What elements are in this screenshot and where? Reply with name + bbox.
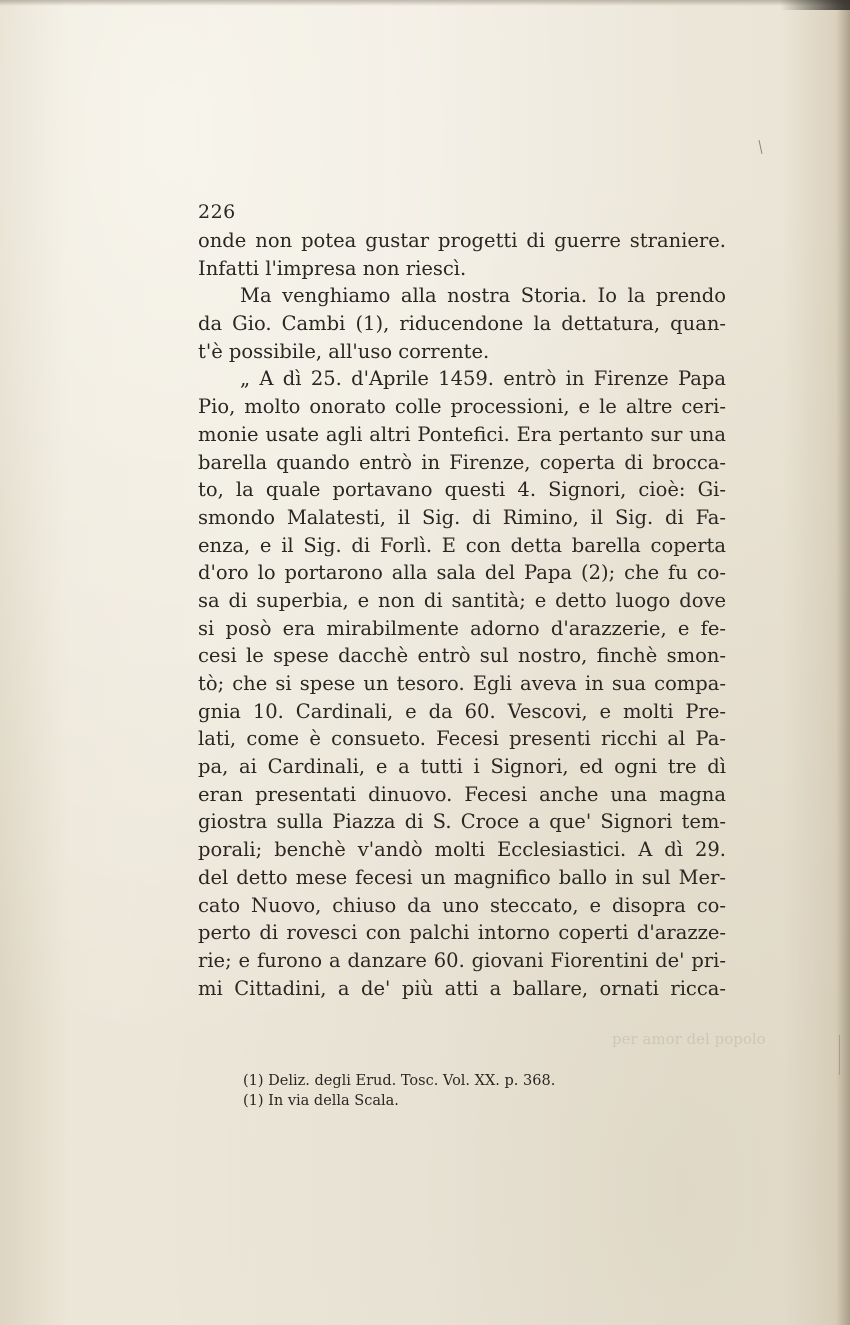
- text-line: gnia 10. Cardinali, e da 60. Vescovi, e molti Pre-: [198, 699, 726, 723]
- text-line: mi Cittadini, a de' più atti a ballare, ornati ricca-: [198, 976, 726, 1000]
- text-line: monie usate agli altri Pontefici. Era pertanto sur una: [198, 422, 726, 446]
- text-line: sa di superbia, e non di santità; e detto luogo dove: [198, 588, 726, 612]
- text-line: eran presentati dinuovo. Fecesi anche una magna: [198, 782, 726, 806]
- text-line: cesi le spese dacchè entrò sul nostro, finchè smon-: [198, 644, 726, 668]
- text-line: to, la quale portavano questi 4. Signori, cioè: Gi-: [198, 478, 726, 502]
- margin-mark: [759, 140, 763, 154]
- text-line: giostra sulla Piazza di S. Croce a que' Signori tem-: [198, 810, 726, 834]
- text-line: Infatti l'impresa non riescì.: [198, 256, 467, 280]
- text-line: cato Nuovo, chiuso da uno steccato, e disopra co-: [198, 893, 726, 917]
- margin-mark: [839, 1035, 840, 1075]
- text-line: Pio, molto onorato colle processioni, e le altre ceri-: [198, 395, 726, 419]
- text-line: pa, ai Cardinali, e a tutti i Signori, ed ogni tre dì: [198, 755, 726, 779]
- text-line: smondo Malatesti, il Sig. di Rimino, il Sig. di Fa-: [198, 505, 726, 529]
- page-right-edge: [836, 0, 850, 1325]
- text-line: d'oro lo portarono alla sala del Papa (2); che fu co-: [198, 561, 726, 585]
- text-line: „ A dì 25. d'Aprile 1459. entrò in Firenze Papa: [240, 367, 726, 391]
- main-text: [198, 197, 726, 1002]
- footnote: (1) In via della Scala.: [243, 1093, 399, 1109]
- text-line: onde non potea gustar progetti di guerre straniere.: [198, 229, 726, 252]
- text-line: porali; benchè v'andò molti Ecclesiastici. A dì 29.: [198, 838, 726, 862]
- text-line: lati, come è consueto. Fecesi presenti ricchi al Pa-: [198, 727, 726, 751]
- footnote: (1) Deliz. degli Erud. Tosc. Vol. XX. p. 368.: [243, 1073, 556, 1089]
- text-line: rie; e furono a danzare 60. giovani Fiorentini de' pri-: [198, 948, 726, 972]
- text-line: enza, e il Sig. di Forlì. E con detta barella coperta: [198, 533, 726, 557]
- text-line: barella quando entrò in Firenze, coperta di brocca-: [198, 450, 726, 474]
- footnotes: [243, 1071, 555, 1111]
- text-line: perto di rovesci con palchi intorno coperti d'arazze-: [198, 921, 726, 945]
- text-line: del detto mese fecesi un magnifico ballo in sul Mer-: [198, 865, 726, 889]
- page-number: 226: [198, 201, 236, 223]
- text-line: da Gio. Cambi (1), riducendone la dettatura, quan-: [198, 312, 726, 336]
- text-line: tò; che si spese un tesoro. Egli aveva in sua compa-: [198, 672, 726, 695]
- text-line: si posò era mirabilmente adorno d'arazzerie, e fe-: [198, 616, 726, 640]
- text-line: t'è possibile, all'uso corrente.: [198, 339, 490, 363]
- page-top-edge: [0, 0, 850, 6]
- bleed-through-text: per amor del popolo: [612, 1030, 766, 1048]
- text-line: Ma venghiamo alla nostra Storia. Io la prendo: [240, 284, 726, 308]
